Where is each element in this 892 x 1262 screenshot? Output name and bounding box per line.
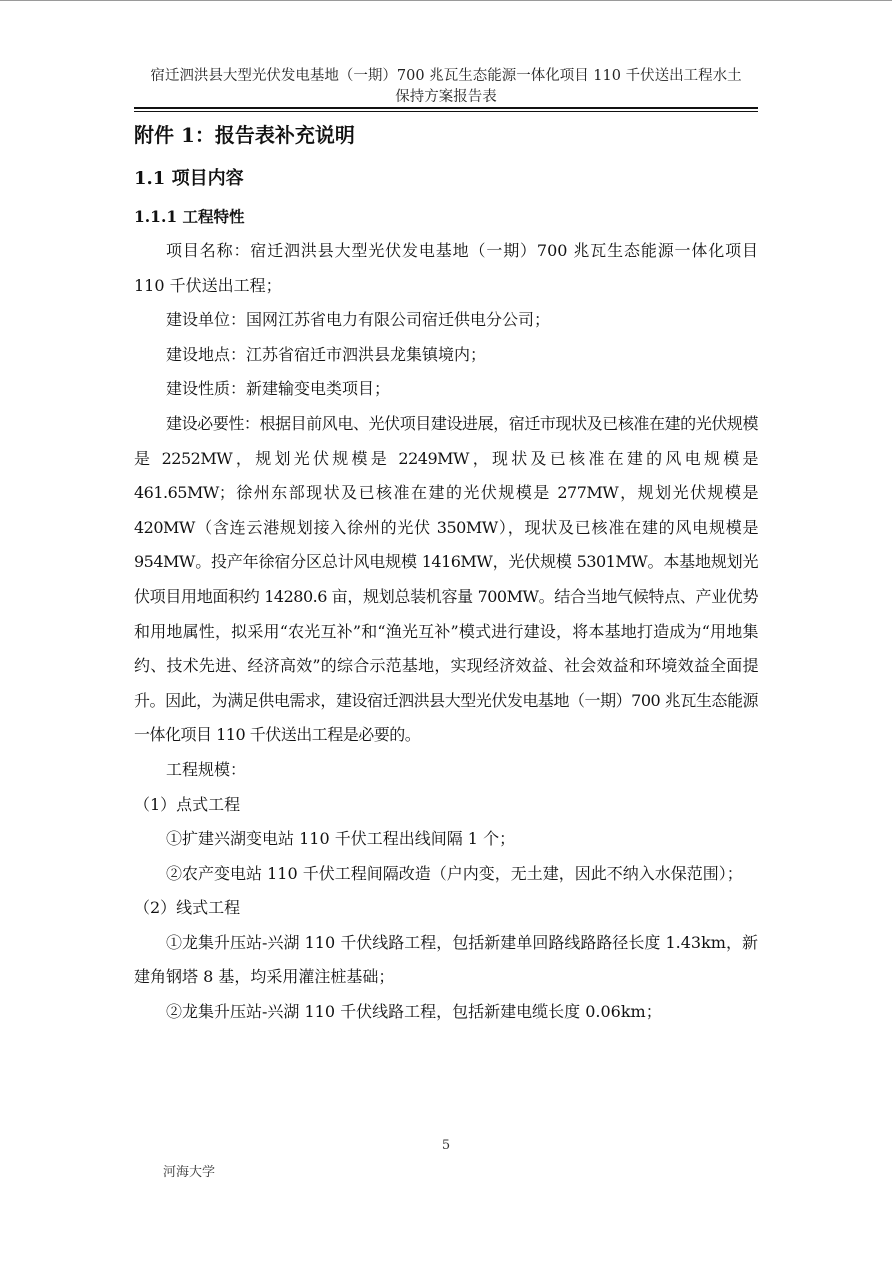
paragraph-point-works-heading: （1）点式工程 (134, 794, 241, 814)
paragraph-construction-unit: 建设单位：国网江苏省电力有限公司宿迁供电分公司； (166, 310, 551, 330)
appendix-title: 附件 1：报告表补充说明 (134, 123, 355, 147)
paragraph-point-works-item-2: ②农产变电站 110 千伏工程间隔改造（户内变，无土建，因此不纳入水保范围）； (166, 863, 743, 883)
running-header (134, 66, 758, 108)
paragraph-construction-nature: 建设性质：新建输变电类项目； (166, 379, 391, 399)
paragraph-line-works-heading: （2）线式工程 (134, 898, 241, 918)
header-line-2: 保持方案报告表 (395, 89, 497, 105)
footer-organization: 河海大学 (163, 1165, 216, 1180)
paragraph-project-name: 项目名称：宿迁泗洪县大型光伏发电基地（一期）700 兆瓦生态能源一体化项目 110 千伏送出工程； (134, 241, 758, 295)
paragraph-line-works-item-2: ②龙集升压站-兴湖 110 千伏线路工程，包括新建电缆长度 0.06km； (166, 1002, 662, 1022)
paragraph-line-works-item-1: ①龙集升压站-兴湖 110 千伏线路工程，包括新建单回路线路路径长度 1.43km，新建角钢塔 8 基，均采用灌注桩基础； (134, 932, 758, 987)
paragraph-point-works-item-1: ①扩建兴湖变电站 110 千伏工程出线间隔 1 个； (166, 829, 516, 849)
header-rule-thick (134, 107, 758, 109)
subsection-title: 1.1.1 工程特性 (134, 207, 245, 226)
paragraph-scale-heading: 工程规模： (166, 759, 247, 779)
page-number: 5 (441, 1138, 451, 1153)
top-edge-line (0, 0, 892, 1)
main-content (134, 118, 758, 1030)
paragraph-necessity: 建设必要性：根据目前风电、光伏项目建设进展，宿迁市现状及已核准在建的光伏规模是 2252MW，规划光伏规模是 2249MW，现状及已核准在建的风电规模是 461.65MW；徐州东部现状及已核准在建的光伏规模是 277MW，规划光伏规模是 420MW（含连云港规划接入徐州的光伏 350MW），现状及已核准在建的风电规模是 954MW。投产年徐宿分区总计风电规模 1416MW，光伏规模 5301MW。本基地规划光伏项目用地面积约 14280.6 亩，规划总装机容量 700MW。结合当地气候特点、产业优势和用地属性，拟采用“农光互补”和“渔光互补”模式进行建设，将本基地打造成为“用地集约、技术先进、经济高效”的综合示范基地，实现经济效益、社会效益和环境效益全面提升。因此，为满足供电需求，建设宿迁泗洪县大型光伏发电基地（一期）700 兆瓦生态能源一体化项目 110 千伏送出工程是必要的。 (134, 413, 758, 745)
paragraph-construction-site: 建设地点：江苏省宿迁市泗洪县龙集镇境内； (166, 344, 487, 364)
header-rule-thin (134, 111, 758, 112)
section-title: 1.1 项目内容 (134, 168, 244, 189)
header-line-1: 宿迁泗洪县大型光伏发电基地（一期）700 兆瓦生态能源一体化项目 110 千伏送出工程水土 (150, 68, 742, 84)
